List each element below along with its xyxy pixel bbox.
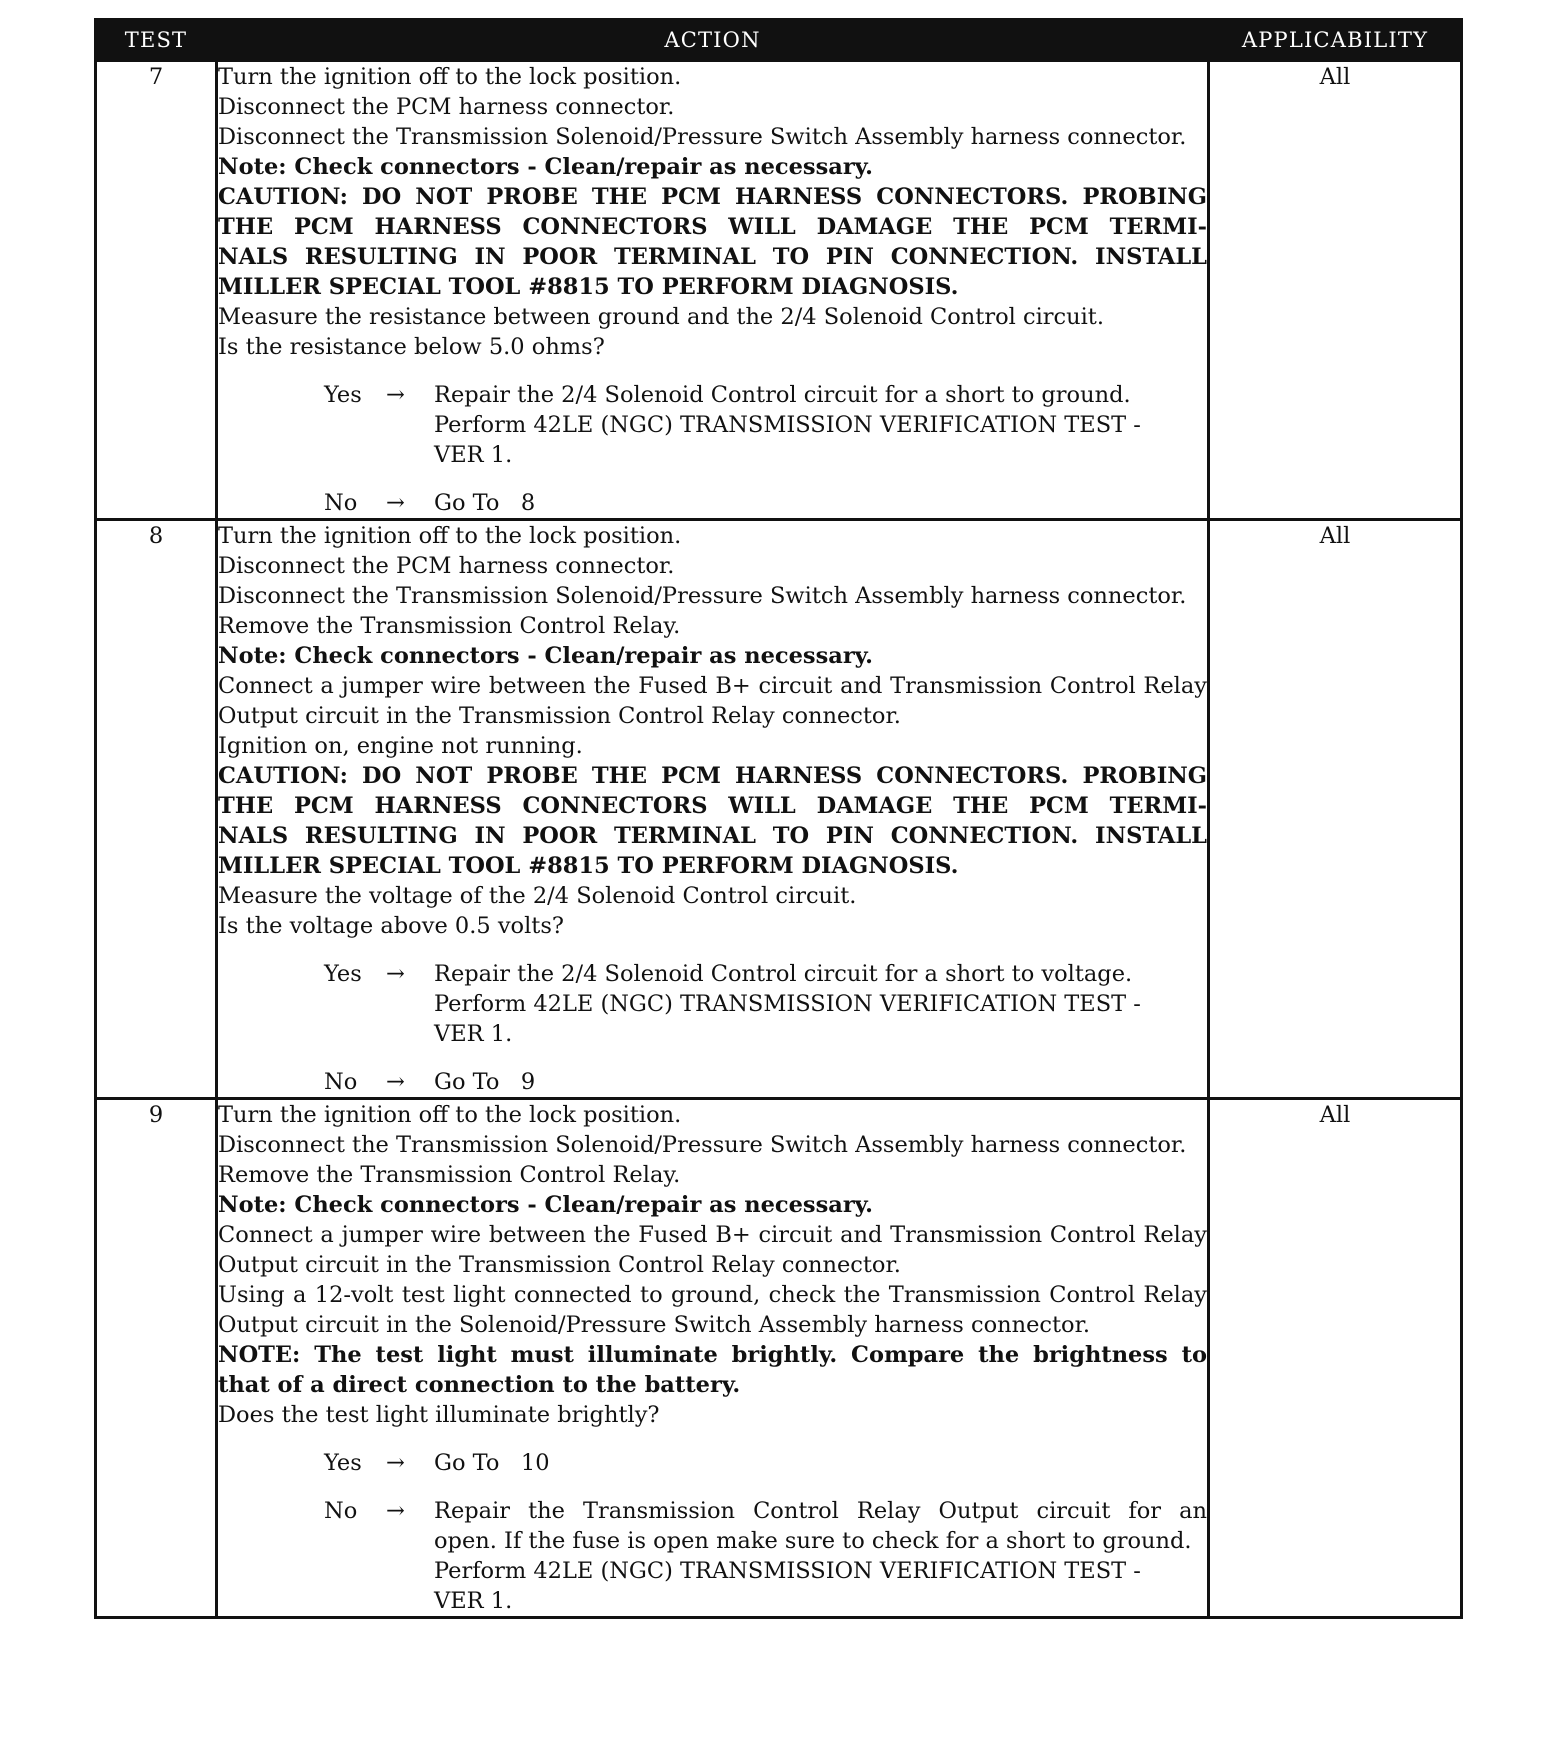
action-line: Disconnect the Transmission Solenoid/Pressure Switch Assembly harness connector. xyxy=(218,1132,1187,1158)
question-line: Is the resistance below 5.0 ohms? xyxy=(218,334,605,360)
header-row xyxy=(96,20,1462,61)
applicability-value: All xyxy=(1209,61,1462,520)
note-line: NOTE: The test light must illuminate brightly. Compare the brightness to xyxy=(218,1342,1207,1368)
answer-line: Perform 42LE (NGC) TRANSMISSION VERIFICATION TEST - xyxy=(434,412,1141,438)
action-line: Remove the Transmission Control Relay. xyxy=(218,613,681,639)
answer-label: No xyxy=(324,490,358,516)
answer-line: VER 1. xyxy=(434,442,513,468)
note-line: Note: Check connectors - Clean/repair as necessary. xyxy=(218,643,873,669)
answer-line: Go To 10 xyxy=(434,1450,550,1476)
answer-line: VER 1. xyxy=(434,1021,513,1047)
arrow-icon: → xyxy=(386,382,405,408)
answer-yes xyxy=(324,1448,1207,1478)
action-line: Disconnect the Transmission Solenoid/Pressure Switch Assembly harness connector. xyxy=(218,124,1187,150)
action-line: Measure the resistance between ground and the 2/4 Solenoid Control circuit. xyxy=(218,304,1105,330)
note-line: that of a direct connection to the battery. xyxy=(218,1372,741,1398)
arrow-icon: → xyxy=(386,1450,405,1476)
note-line: Note: Check connectors - Clean/repair as necessary. xyxy=(218,1192,873,1218)
answer-label: No xyxy=(324,1069,358,1095)
test-row-9 xyxy=(96,1099,1462,1618)
answer-text xyxy=(434,1448,1207,1478)
answer-text xyxy=(434,1067,1207,1097)
question-line: Is the voltage above 0.5 volts? xyxy=(218,913,564,939)
action-line: Turn the ignition off to the lock position. xyxy=(218,64,682,90)
answer-no xyxy=(324,1496,1207,1616)
answer-line: Perform 42LE (NGC) TRANSMISSION VERIFICATION TEST - xyxy=(434,991,1141,1017)
answer-no xyxy=(324,488,1207,518)
header-applicability: APPLICABILITY xyxy=(1209,20,1462,61)
answer-line: Go To 8 xyxy=(434,490,536,516)
answer-no xyxy=(324,1067,1207,1097)
test-number: 7 xyxy=(96,61,217,520)
question-line: Does the test light illuminate brightly? xyxy=(218,1402,660,1428)
action-line: Measure the voltage of the 2/4 Solenoid Control circuit. xyxy=(218,883,857,909)
action-line: Using a 12-volt test light connected to ground, check the Transmission Control Relay xyxy=(218,1282,1207,1308)
answer-text xyxy=(434,488,1207,518)
action-line: Turn the ignition off to the lock position. xyxy=(218,1102,682,1128)
answer-text xyxy=(434,959,1207,1049)
action-line: Disconnect the Transmission Solenoid/Pressure Switch Assembly harness connector. xyxy=(218,583,1187,609)
answer-line: Repair the 2/4 Solenoid Control circuit for a short to ground. xyxy=(434,382,1131,408)
arrow-icon: → xyxy=(386,961,405,987)
action-cell xyxy=(217,61,1209,520)
header-action: ACTION xyxy=(217,20,1209,61)
answer-line: Repair the Transmission Control Relay Output circuit for an xyxy=(434,1498,1207,1524)
test-number: 9 xyxy=(96,1099,217,1618)
action-line: Disconnect the PCM harness connector. xyxy=(218,553,675,579)
action-line: Turn the ignition off to the lock position. xyxy=(218,523,682,549)
answer-line: Go To 9 xyxy=(434,1069,536,1095)
answer-text xyxy=(434,380,1207,470)
applicability-value: All xyxy=(1209,1099,1462,1618)
action-line: Output circuit in the Transmission Control Relay connector. xyxy=(218,703,901,729)
caution-line: NALS RESULTING IN POOR TERMINAL TO PIN CONNECTION. INSTALL xyxy=(218,823,1207,849)
test-row-8 xyxy=(96,520,1462,1099)
caution-line: MILLER SPECIAL TOOL #8815 TO PERFORM DIAGNOSIS. xyxy=(218,274,959,300)
answer-label: Yes xyxy=(324,382,362,408)
header-test: TEST xyxy=(96,20,217,61)
caution-line: CAUTION: DO NOT PROBE THE PCM HARNESS CONNECTORS. PROBING xyxy=(218,763,1207,789)
action-cell xyxy=(217,520,1209,1099)
answer-line: Repair the 2/4 Solenoid Control circuit for a short to voltage. xyxy=(434,961,1133,987)
answer-list xyxy=(218,1448,1207,1616)
arrow-icon: → xyxy=(386,490,405,516)
answer-label: Yes xyxy=(324,961,362,987)
action-line: Remove the Transmission Control Relay. xyxy=(218,1162,681,1188)
answer-yes xyxy=(324,959,1207,1049)
answer-yes xyxy=(324,380,1207,470)
action-line: Output circuit in the Solenoid/Pressure Switch Assembly harness connector. xyxy=(218,1312,1091,1338)
action-line: Disconnect the PCM harness connector. xyxy=(218,94,675,120)
answer-line: VER 1. xyxy=(434,1588,513,1614)
action-cell xyxy=(217,1099,1209,1618)
answer-label: No xyxy=(324,1498,358,1524)
test-number: 8 xyxy=(96,520,217,1099)
answer-list xyxy=(218,380,1207,518)
action-line: Ignition on, engine not running. xyxy=(218,733,583,759)
answer-line: Perform 42LE (NGC) TRANSMISSION VERIFICATION TEST - xyxy=(434,1558,1141,1584)
caution-line: THE PCM HARNESS CONNECTORS WILL DAMAGE THE PCM TERMI- xyxy=(218,793,1207,819)
applicability-value: All xyxy=(1209,520,1462,1099)
test-row-7 xyxy=(96,61,1462,520)
diagnostic-page xyxy=(94,18,1460,1619)
caution-line: NALS RESULTING IN POOR TERMINAL TO PIN CONNECTION. INSTALL xyxy=(218,244,1207,270)
arrow-icon: → xyxy=(386,1069,405,1095)
diagnostic-table xyxy=(94,18,1463,1619)
action-line: Connect a jumper wire between the Fused B+ circuit and Transmission Control Relay xyxy=(218,673,1207,699)
action-line: Connect a jumper wire between the Fused B+ circuit and Transmission Control Relay xyxy=(218,1222,1207,1248)
caution-line: THE PCM HARNESS CONNECTORS WILL DAMAGE THE PCM TERMI- xyxy=(218,214,1207,240)
answer-text xyxy=(434,1496,1207,1616)
note-line: Note: Check connectors - Clean/repair as necessary. xyxy=(218,154,873,180)
caution-line: CAUTION: DO NOT PROBE THE PCM HARNESS CONNECTORS. PROBING xyxy=(218,184,1207,210)
arrow-icon: → xyxy=(386,1498,405,1524)
answer-list xyxy=(218,959,1207,1097)
answer-line: open. If the fuse is open make sure to check for a short to ground. xyxy=(434,1528,1192,1554)
action-line: Output circuit in the Transmission Control Relay connector. xyxy=(218,1252,901,1278)
answer-label: Yes xyxy=(324,1450,362,1476)
caution-line: MILLER SPECIAL TOOL #8815 TO PERFORM DIAGNOSIS. xyxy=(218,853,959,879)
